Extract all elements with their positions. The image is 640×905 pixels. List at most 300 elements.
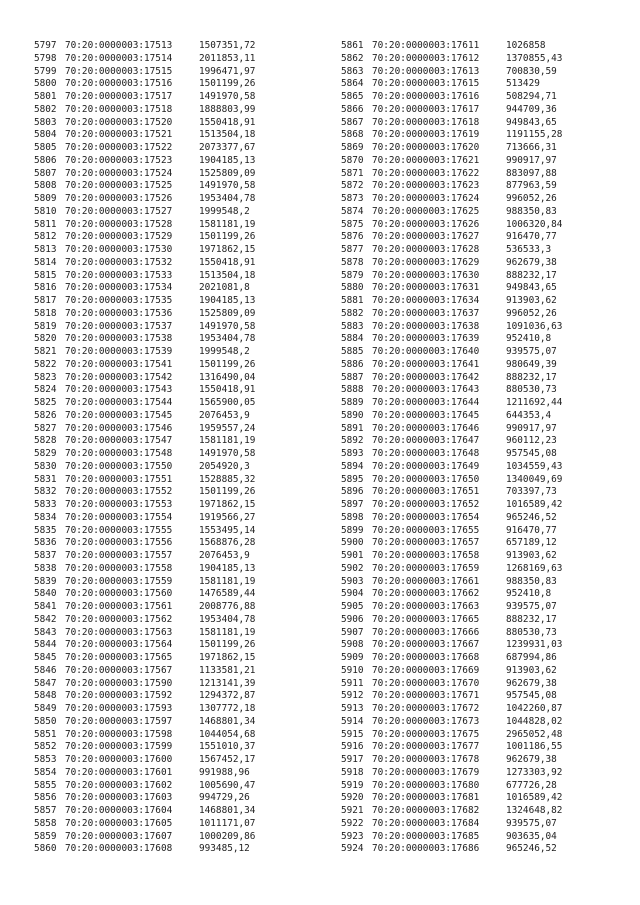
cadastral-number: 70:20:0000003:17599: [65, 741, 173, 753]
cadastral-number: 70:20:0000003:17622: [372, 167, 480, 179]
cadastral-number: 70:20:0000003:17630: [372, 269, 480, 281]
row-number: 5892: [341, 435, 364, 447]
row-number: 5909: [341, 652, 364, 663]
table-row: [341, 792, 562, 805]
cadastral-value: 1133581,21: [199, 664, 256, 676]
cadastral-number: 70:20:0000003:17613: [372, 65, 480, 77]
row-number: 5800: [34, 78, 57, 90]
cadastral-value: 916470,77: [506, 231, 557, 243]
row-number: 5832: [34, 486, 57, 498]
cadastral-number: 70:20:0000003:17567: [65, 664, 173, 676]
table-row: [34, 321, 255, 334]
cadastral-value: 1971862,15: [199, 244, 256, 255]
cadastral-value: 1959557,24: [199, 422, 256, 434]
cadastral-value: 939575,07: [506, 817, 557, 829]
row-number: 5830: [34, 460, 57, 472]
cadastral-value: 1005690,47: [199, 779, 256, 791]
cadastral-value: 2073377,67: [199, 142, 256, 153]
table-row: [34, 384, 255, 397]
row-number: 5878: [341, 256, 364, 268]
cadastral-number: 70:20:0000003:17625: [372, 205, 480, 217]
cadastral-number: 70:20:0000003:17626: [372, 218, 480, 230]
cadastral-value: 996052,26: [506, 307, 557, 319]
row-number: 5803: [34, 116, 57, 128]
cadastral-number: 70:20:0000003:17617: [372, 103, 480, 115]
table-row: [341, 588, 562, 601]
cadastral-number: 70:20:0000003:17527: [65, 205, 173, 217]
cadastral-value: 1340049,69: [506, 473, 563, 485]
row-number: 5838: [34, 562, 57, 574]
cadastral-number: 70:20:0000003:17627: [372, 231, 480, 243]
cadastral-value: 888232,17: [506, 371, 557, 383]
table-row: [341, 486, 562, 499]
row-number: 5863: [341, 65, 364, 77]
cadastral-value: 1528885,32: [199, 473, 256, 485]
cadastral-value: 990917,97: [506, 154, 557, 166]
row-number: 5868: [341, 129, 364, 141]
cadastral-number: 70:20:0000003:17643: [372, 384, 480, 396]
table-row: [341, 678, 562, 691]
row-number: 5924: [341, 843, 364, 855]
cadastral-value: 536533,3: [506, 244, 552, 255]
cadastral-value: 1016589,42: [506, 499, 563, 510]
row-number: 5859: [34, 830, 57, 842]
table-row: [341, 525, 562, 538]
table-row: [34, 703, 255, 716]
cadastral-number: 70:20:0000003:17562: [65, 613, 173, 625]
cadastral-value: 2054920,3: [199, 460, 250, 472]
cadastral-number: 70:20:0000003:17559: [65, 575, 173, 587]
row-number: 5903: [341, 575, 364, 587]
cadastral-value: 1551010,37: [199, 741, 256, 753]
row-number: 5812: [34, 231, 57, 243]
cadastral-value: 1491970,58: [199, 91, 256, 102]
row-number: 5811: [34, 218, 57, 230]
table-row: [34, 499, 255, 512]
cadastral-value: 913903,62: [506, 664, 557, 676]
cadastral-number: 70:20:0000003:17604: [65, 805, 173, 816]
cadastral-number: 70:20:0000003:17601: [65, 766, 173, 778]
row-number: 5798: [34, 52, 57, 64]
cadastral-number: 70:20:0000003:17651: [372, 486, 480, 498]
cadastral-value: 1016589,42: [506, 792, 563, 804]
cadastral-number: 70:20:0000003:17597: [65, 715, 173, 727]
table-row: [34, 104, 255, 117]
cadastral-value: 952410,8: [506, 588, 552, 600]
row-number: 5824: [34, 384, 57, 396]
cadastral-value: 913903,62: [506, 295, 557, 306]
cadastral-number: 70:20:0000003:17662: [372, 588, 480, 600]
cadastral-number: 70:20:0000003:17605: [65, 817, 173, 829]
cadastral-number: 70:20:0000003:17654: [372, 511, 480, 523]
table-row: [34, 843, 255, 856]
row-number: 5802: [34, 103, 57, 115]
cadastral-number: 70:20:0000003:17663: [372, 601, 480, 612]
cadastral-number: 70:20:0000003:17608: [65, 843, 173, 855]
cadastral-value: 962679,38: [506, 256, 557, 268]
table-row: [341, 563, 562, 576]
cadastral-value: 991988,96: [199, 766, 250, 778]
cadastral-number: 70:20:0000003:17593: [65, 703, 173, 714]
row-number: 5901: [341, 550, 364, 561]
table-row: [34, 486, 255, 499]
row-number: 5914: [341, 715, 364, 727]
cadastral-value: 1491970,58: [199, 320, 256, 332]
cadastral-value: 957545,08: [506, 690, 557, 702]
cadastral-number: 70:20:0000003:17684: [372, 817, 480, 829]
row-number: 5831: [34, 473, 57, 485]
table-row: [341, 91, 562, 104]
row-number: 5912: [341, 690, 364, 702]
row-number: 5902: [341, 562, 364, 574]
cadastral-value: 888232,17: [506, 269, 557, 281]
table-row: [34, 525, 255, 538]
table-row: [34, 333, 255, 346]
cadastral-number: 70:20:0000003:17646: [372, 422, 480, 434]
table-row: [34, 180, 255, 193]
table-row: [341, 474, 562, 487]
row-number: 5856: [34, 792, 57, 804]
row-number: 5807: [34, 167, 57, 179]
row-number: 5842: [34, 613, 57, 625]
cadastral-number: 70:20:0000003:17637: [372, 307, 480, 319]
row-number: 5819: [34, 320, 57, 332]
table-row: [34, 614, 255, 627]
table-row: [34, 410, 255, 423]
cadastral-value: 960112,23: [506, 435, 557, 447]
row-number: 5861: [341, 40, 364, 51]
row-number: 5829: [34, 448, 57, 459]
table-row: [341, 142, 562, 155]
cadastral-value: 1953404,78: [199, 193, 256, 204]
cadastral-value: 1491970,58: [199, 180, 256, 192]
row-number: 5799: [34, 65, 57, 77]
row-number: 5814: [34, 256, 57, 268]
cadastral-value: 1501199,26: [199, 231, 256, 243]
cadastral-value: 1042260,87: [506, 703, 563, 714]
row-number: 5877: [341, 244, 364, 255]
row-number: 5836: [34, 537, 57, 549]
table-row: [34, 665, 255, 678]
table-row: [34, 53, 255, 66]
table-row: [341, 295, 562, 308]
cadastral-number: 70:20:0000003:17560: [65, 588, 173, 600]
cadastral-value: 1525809,09: [199, 167, 256, 179]
cadastral-number: 70:20:0000003:17556: [65, 537, 173, 549]
table-row: [34, 78, 255, 91]
table-row: [34, 435, 255, 448]
table-row: [34, 91, 255, 104]
cadastral-number: 70:20:0000003:17666: [372, 626, 480, 638]
table-row: [34, 831, 255, 844]
table-row: [341, 346, 562, 359]
row-number: 5846: [34, 664, 57, 676]
row-number: 5896: [341, 486, 364, 498]
table-row: [341, 40, 562, 53]
row-number: 5805: [34, 142, 57, 153]
cadastral-number: 70:20:0000003:17667: [372, 639, 480, 651]
cadastral-number: 70:20:0000003:17640: [372, 346, 480, 357]
table-row: [34, 729, 255, 742]
cadastral-number: 70:20:0000003:17621: [372, 154, 480, 166]
cadastral-value: 1999548,2: [199, 346, 250, 357]
cadastral-value: 1044054,68: [199, 728, 256, 740]
table-row: [34, 792, 255, 805]
table-row: [341, 448, 562, 461]
cadastral-value: 883097,88: [506, 167, 557, 179]
cadastral-value: 1953404,78: [199, 613, 256, 625]
cadastral-value: 1294372,87: [199, 690, 256, 702]
cadastral-value: 1507351,72: [199, 40, 256, 51]
cadastral-value: 996052,26: [506, 193, 557, 204]
table-row: [34, 805, 255, 818]
row-number: 5921: [341, 805, 364, 816]
cadastral-number: 70:20:0000003:17565: [65, 652, 173, 663]
cadastral-number: 70:20:0000003:17655: [372, 524, 480, 536]
row-number: 5922: [341, 817, 364, 829]
cadastral-number: 70:20:0000003:17592: [65, 690, 173, 702]
cadastral-number: 70:20:0000003:17600: [65, 754, 173, 765]
cadastral-number: 70:20:0000003:17538: [65, 333, 173, 345]
cadastral-number: 70:20:0000003:17541: [65, 358, 173, 370]
cadastral-number: 70:20:0000003:17544: [65, 397, 173, 408]
cadastral-number: 70:20:0000003:17638: [372, 320, 480, 332]
cadastral-value: 944709,36: [506, 103, 557, 115]
table-row: [34, 678, 255, 691]
row-number: 5835: [34, 524, 57, 536]
cadastral-number: 70:20:0000003:17554: [65, 511, 173, 523]
cadastral-number: 70:20:0000003:17523: [65, 154, 173, 166]
row-number: 5869: [341, 142, 364, 153]
cadastral-number: 70:20:0000003:17645: [372, 409, 480, 421]
table-row: [341, 423, 562, 436]
cadastral-number: 70:20:0000003:17685: [372, 830, 480, 842]
table-row: [34, 193, 255, 206]
row-number: 5839: [34, 575, 57, 587]
cadastral-number: 70:20:0000003:17546: [65, 422, 173, 434]
table-row: [34, 346, 255, 359]
cadastral-value: 1550418,91: [199, 384, 256, 396]
table-row: [34, 40, 255, 53]
cadastral-number: 70:20:0000003:17552: [65, 486, 173, 498]
cadastral-number: 70:20:0000003:17513: [65, 40, 173, 51]
cadastral-value: 1971862,15: [199, 499, 256, 510]
table-row: [34, 231, 255, 244]
cadastral-value: 703397,73: [506, 486, 557, 498]
table-row: [341, 53, 562, 66]
cadastral-number: 70:20:0000003:17623: [372, 180, 480, 192]
row-number: 5875: [341, 218, 364, 230]
row-number: 5897: [341, 499, 364, 510]
cadastral-value: 677726,28: [506, 779, 557, 791]
row-number: 5822: [34, 358, 57, 370]
row-number: 5874: [341, 205, 364, 217]
table-row: [34, 601, 255, 614]
row-number: 5844: [34, 639, 57, 651]
table-row: [34, 588, 255, 601]
cadastral-number: 70:20:0000003:17618: [372, 116, 480, 128]
cadastral-value: 1268169,63: [506, 562, 563, 574]
row-number: 5899: [341, 524, 364, 536]
table-row: [34, 652, 255, 665]
table-row: [341, 321, 562, 334]
row-number: 5910: [341, 664, 364, 676]
cadastral-value: 888232,17: [506, 613, 557, 625]
cadastral-number: 70:20:0000003:17564: [65, 639, 173, 651]
row-number: 5852: [34, 741, 57, 753]
row-number: 5919: [341, 779, 364, 791]
row-number: 5886: [341, 358, 364, 370]
cadastral-value: 880530,73: [506, 626, 557, 638]
cadastral-number: 70:20:0000003:17547: [65, 435, 173, 447]
table-row: [341, 512, 562, 525]
row-number: 5884: [341, 333, 364, 345]
cadastral-number: 70:20:0000003:17536: [65, 307, 173, 319]
row-number: 5818: [34, 307, 57, 319]
table-row: [341, 665, 562, 678]
cadastral-value: 1501199,26: [199, 486, 256, 498]
table-row: [34, 537, 255, 550]
row-number: 5864: [341, 78, 364, 90]
cadastral-number: 70:20:0000003:17686: [372, 843, 480, 855]
cadastral-value: 1888803,99: [199, 103, 256, 115]
cadastral-value: 1239931,03: [506, 639, 563, 651]
row-number: 5828: [34, 435, 57, 447]
table-row: [341, 129, 562, 142]
cadastral-value: 965246,52: [506, 843, 557, 855]
cadastral-value: 1501199,26: [199, 639, 256, 651]
table-row: [341, 206, 562, 219]
table-row: [34, 627, 255, 640]
table-row: [34, 257, 255, 270]
cadastral-value: 962679,38: [506, 677, 557, 689]
cadastral-number: 70:20:0000003:17652: [372, 499, 480, 510]
cadastral-number: 70:20:0000003:17648: [372, 448, 480, 459]
cadastral-number: 70:20:0000003:17639: [372, 333, 480, 345]
table-row: [341, 117, 562, 130]
cadastral-value: 1468801,34: [199, 715, 256, 727]
table-row: [34, 155, 255, 168]
cadastral-value: 1513504,18: [199, 269, 256, 281]
row-number: 5918: [341, 766, 364, 778]
cadastral-number: 70:20:0000003:17612: [372, 52, 480, 64]
table-row: [34, 168, 255, 181]
cadastral-number: 70:20:0000003:17520: [65, 116, 173, 128]
cadastral-number: 70:20:0000003:17529: [65, 231, 173, 243]
cadastral-number: 70:20:0000003:17522: [65, 142, 173, 153]
table-row: [341, 843, 562, 856]
row-number: 5870: [341, 154, 364, 166]
table-row: [34, 741, 255, 754]
row-number: 5923: [341, 830, 364, 842]
row-number: 5797: [34, 40, 57, 51]
cadastral-number: 70:20:0000003:17551: [65, 473, 173, 485]
cadastral-number: 70:20:0000003:17673: [372, 715, 480, 727]
table-row: [341, 729, 562, 742]
row-number: 5854: [34, 766, 57, 778]
table-row: [341, 270, 562, 283]
cadastral-value: 1468801,34: [199, 805, 256, 816]
table-row: [341, 614, 562, 627]
row-number: 5808: [34, 180, 57, 192]
cadastral-number: 70:20:0000003:17533: [65, 269, 173, 281]
cadastral-value: 700830,59: [506, 65, 557, 77]
row-number: 5898: [341, 511, 364, 523]
row-number: 5834: [34, 511, 57, 523]
row-number: 5847: [34, 677, 57, 689]
row-number: 5817: [34, 295, 57, 306]
row-number: 5888: [341, 384, 364, 396]
cadastral-value: 1581181,19: [199, 626, 256, 638]
cadastral-number: 70:20:0000003:17516: [65, 78, 173, 90]
row-number: 5827: [34, 422, 57, 434]
table-row: [341, 231, 562, 244]
table-row: [341, 767, 562, 780]
cadastral-number: 70:20:0000003:17679: [372, 766, 480, 778]
row-number: 5826: [34, 409, 57, 421]
row-number: 5862: [341, 52, 364, 64]
row-number: 5821: [34, 346, 57, 357]
table-row: [34, 818, 255, 831]
cadastral-number: 70:20:0000003:17649: [372, 460, 480, 472]
table-row: [34, 448, 255, 461]
cadastral-value: 1091036,63: [506, 320, 563, 332]
row-number: 5816: [34, 282, 57, 294]
cadastral-number: 70:20:0000003:17680: [372, 779, 480, 791]
cadastral-value: 2008776,88: [199, 601, 256, 612]
cadastral-number: 70:20:0000003:17526: [65, 193, 173, 204]
cadastral-value: 1904185,13: [199, 295, 256, 306]
table-row: [341, 703, 562, 716]
table-row: [341, 780, 562, 793]
cadastral-value: 1568876,28: [199, 537, 256, 549]
cadastral-value: 2021081,8: [199, 282, 250, 294]
cadastral-number: 70:20:0000003:17524: [65, 167, 173, 179]
cadastral-value: 1904185,13: [199, 562, 256, 574]
row-number: 5865: [341, 91, 364, 102]
cadastral-value: 913903,62: [506, 550, 557, 561]
cadastral-number: 70:20:0000003:17681: [372, 792, 480, 804]
cadastral-value: 1550418,91: [199, 256, 256, 268]
table-row: [34, 461, 255, 474]
row-number: 5881: [341, 295, 364, 306]
row-number: 5858: [34, 817, 57, 829]
cadastral-value: 957545,08: [506, 448, 557, 459]
cadastral-value: 1904185,13: [199, 154, 256, 166]
cadastral-value: 939575,07: [506, 346, 557, 357]
table-row: [34, 142, 255, 155]
table-row: [34, 576, 255, 589]
table-row: [341, 550, 562, 563]
row-number: 5855: [34, 779, 57, 791]
cadastral-number: 70:20:0000003:17607: [65, 830, 173, 842]
cadastral-value: 1581181,19: [199, 218, 256, 230]
table-row: [34, 308, 255, 321]
row-number: 5867: [341, 116, 364, 128]
table-row: [341, 193, 562, 206]
cadastral-value: 880530,73: [506, 384, 557, 396]
row-number: 5871: [341, 167, 364, 179]
table-row: [34, 270, 255, 283]
row-number: 5860: [34, 843, 57, 855]
row-number: 5883: [341, 320, 364, 332]
cadastral-value: 513429: [506, 78, 540, 90]
cadastral-number: 70:20:0000003:17650: [372, 473, 480, 485]
cadastral-number: 70:20:0000003:17550: [65, 460, 173, 472]
cadastral-number: 70:20:0000003:17629: [372, 256, 480, 268]
table-row: [34, 129, 255, 142]
cadastral-number: 70:20:0000003:17543: [65, 384, 173, 396]
